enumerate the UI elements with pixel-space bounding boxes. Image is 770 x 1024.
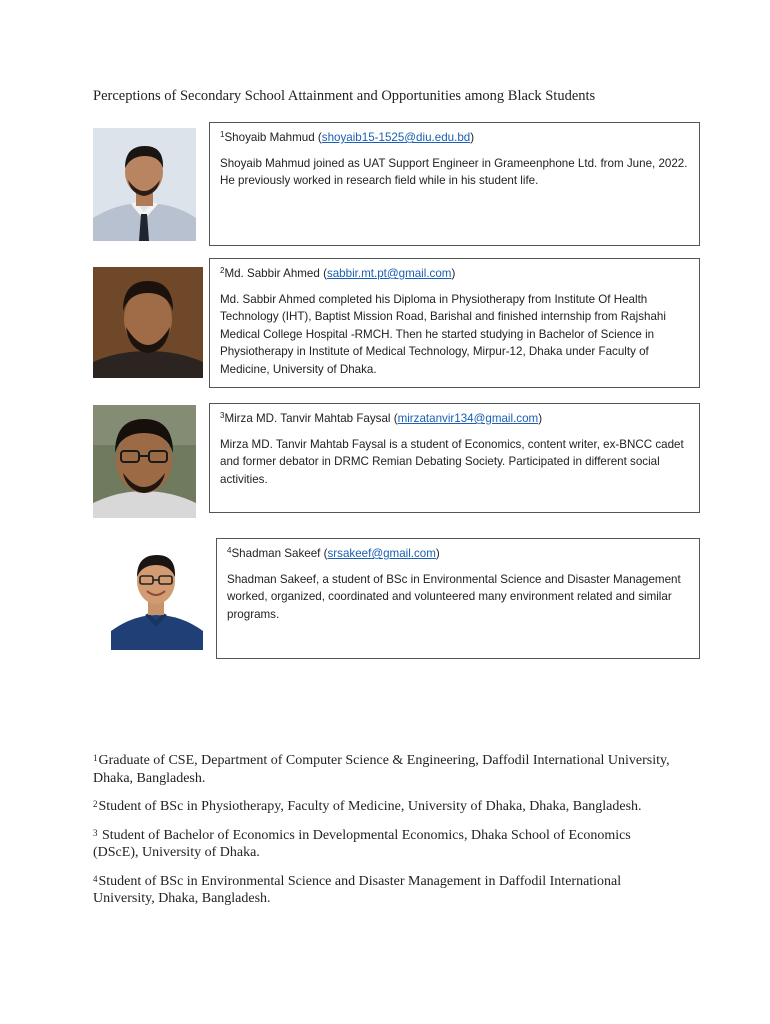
footnote-number: 3 xyxy=(93,827,98,838)
footnote-number: 2 xyxy=(93,799,98,809)
author-heading-2: $^2$Md. Sabbir Ahmed (sabbir.mt.pt@gmail.com) xyxy=(220,266,456,280)
document-title: Perceptions of Secondary School Attainment and Opportunities among Black Students xyxy=(93,88,596,104)
author-name: Shadman Sakeef xyxy=(231,547,321,560)
author-photo-2 xyxy=(93,267,203,378)
footnote-3 xyxy=(93,827,673,862)
author-number: 1 xyxy=(220,130,225,139)
author-bio-box-4 xyxy=(216,538,700,659)
author-email-link-1[interactable]: shoyaib15-1525@diu.edu.bd xyxy=(321,131,471,144)
author-heading-3: $^3$Mirza MD. Tanvir Mahtab Faysal (mirzatanvir134@gmail.com) xyxy=(220,411,543,425)
footnote-text: Student of Bachelor of Economics in Developmental Economics, Dhaka School of Economics (DScE), University of Dhaka. xyxy=(93,827,631,860)
footnote-text: Student of BSc in Environmental Science and Disaster Management in Daffodil International University, Dhaka, Bangladesh. xyxy=(93,873,622,906)
footnote-text: Graduate of CSE, Department of Computer Science & Engineering, Daffodil International University, Dhaka, Bangladesh. xyxy=(93,753,670,786)
footnote-number: 1 xyxy=(93,753,98,763)
author-bio-text-2: Md. Sabbir Ahmed completed his Diploma in Physiotherapy from Institute Of Health Technology (IHT), Baptist Mission Road, Barishal and finished internship from Rajshahi Medical College Hospital -RMCH. Then he started studying in Bachelor of Science in Physiotherapy in Institute of Medical Technology, Mirpur-12, Dhaka under Faculty of Medicine, University of Dhaka. xyxy=(220,292,666,376)
footnote-4 xyxy=(93,873,673,908)
author-number: 3 xyxy=(220,411,225,420)
author-number: 4 xyxy=(227,546,232,555)
author-number: 2 xyxy=(220,266,225,275)
author-bio-box-2 xyxy=(209,258,700,388)
author-email-link-4[interactable]: srsakeef@gmail.com xyxy=(327,547,436,560)
author-email-link-3[interactable]: mirzatanvir134@gmail.com xyxy=(397,412,539,425)
author-name: Md. Sabbir Ahmed xyxy=(224,267,320,280)
author-heading-1: $^1$Shoyaib Mahmud (shoyaib15-1525@diu.edu.bd) xyxy=(220,130,475,144)
author-photo-1 xyxy=(93,128,196,241)
author-bio-box-3 xyxy=(209,403,700,513)
footnote-text: Student of BSc in Physiotherapy, Faculty of Medicine, University of Dhaka, Dhaka, Bangladesh. xyxy=(98,799,642,814)
footnote-number: 4 xyxy=(93,873,98,884)
author-name: Mirza MD. Tanvir Mahtab Faysal xyxy=(224,412,391,425)
author-bio-text-4: Shadman Sakeef, a student of BSc in Environmental Science and Disaster Management worked, organized, coordinated and volunteered many environment related and similar programs. xyxy=(227,572,681,621)
footnote-1 xyxy=(93,752,673,787)
author-photo-4 xyxy=(105,543,208,650)
author-bio-box-1 xyxy=(209,122,700,246)
footnotes xyxy=(93,752,673,919)
author-bio-text-1: Shoyaib Mahmud joined as UAT Support Engineer in Grameenphone Ltd. from June, 2022. He previously worked in research field while in his student life. xyxy=(220,156,688,187)
author-bio-text-3: Mirza MD. Tanvir Mahtab Faysal is a student of Economics, content writer, ex-BNCC cadet and former debator in DRMC Remian Debating Society. Participated in different social activities. xyxy=(220,437,684,486)
footnote-2 xyxy=(93,798,673,816)
author-heading-4: $^4$Shadman Sakeef (srsakeef@gmail.com) xyxy=(227,546,440,560)
author-email-link-2[interactable]: sabbir.mt.pt@gmail.com xyxy=(326,267,452,280)
author-photo-3 xyxy=(93,405,196,518)
author-name: Shoyaib Mahmud xyxy=(224,131,315,144)
